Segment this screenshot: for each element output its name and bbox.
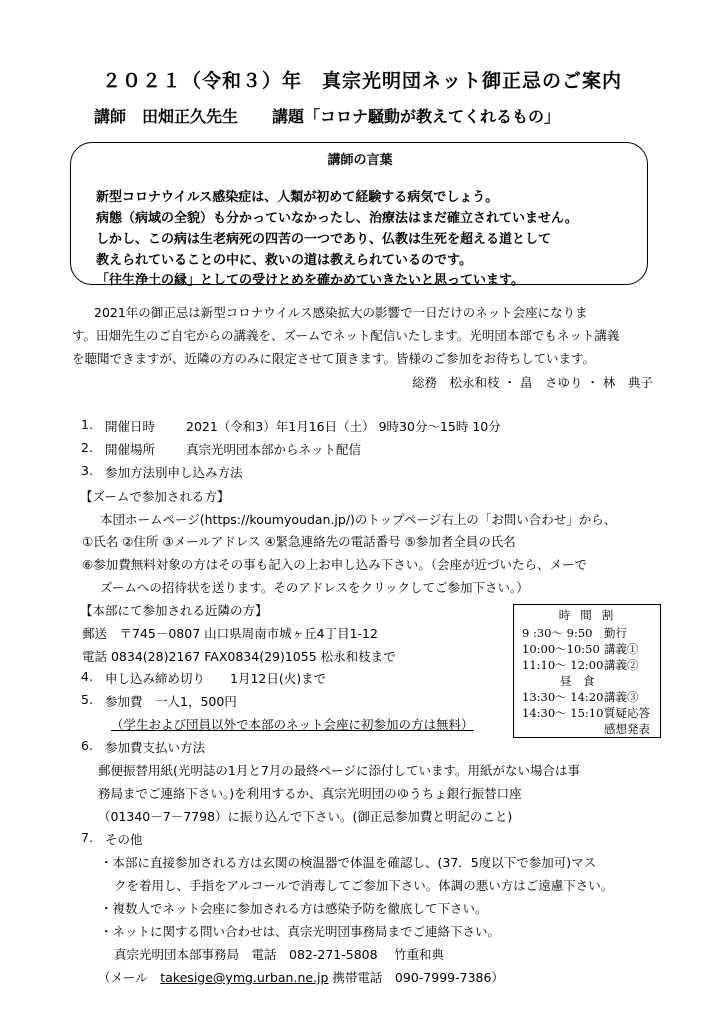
schedule-row (522, 657, 639, 673)
schedule-event: 昼 食 (560, 674, 595, 688)
schedule-box (513, 604, 661, 738)
intro-line: を聴聞できますが、近隣の方のみに限定させて頂きます。皆様のご参加をお待ちしています。 (72, 351, 596, 366)
item-number: 1. (81, 417, 93, 432)
item-number: 6. (81, 738, 93, 753)
schedule-event: 質疑応答 (604, 706, 650, 720)
schedule-row-lunch (560, 673, 595, 689)
message-line: 病態（病域の全貌）も分かっていなかったし、治療法はまだ確立されていません。 (96, 211, 578, 226)
schedule-time: 13:30～ 14:20 (522, 690, 604, 704)
message-line: しかし、この病は生老病死の四苦の一つであり、仏教は生死を超える道として (96, 232, 552, 247)
zoom-line: ズームへの招待状を送ります。そのアドレスをクリックしてご参加下さい。） (100, 580, 529, 595)
message-line: 「往生浄土の縁」としての受けとめを確かめていきたいと思っています。 (96, 273, 524, 288)
schedule-row (604, 721, 650, 737)
schedule-event: 勤行 (604, 626, 627, 640)
item-deadline: 申し込み締め切り 1月12日(火)まで (105, 671, 327, 686)
zoom-line: ⑥参加費無料対象の方はその事も記入の上お申し込み下さい。（会座が近づいたら、メーで (82, 557, 587, 572)
item-number: 2. (81, 440, 93, 455)
message-line: 教えられていることの中に、救いの道は教えられているのです。 (96, 253, 472, 268)
schedule-time: 10:00～10:50 (522, 642, 600, 656)
schedule-row (522, 689, 639, 705)
intro-signature: 総務 松永和枝 ・ 畠 さゆり ・ 林 典子 (412, 375, 653, 390)
contact-office: 真宗光明団本部事務局 電話 082-271-5808 竹重和典 (114, 947, 445, 962)
schedule-row (522, 625, 627, 641)
other-line: ・本部に直接参加される方は玄関の検温器で体温を確認し、(37．5度以下で参加可)マス (100, 855, 597, 870)
schedule-heading: 時間割 (558, 608, 624, 622)
zoom-line: ①氏名 ②住所 ③メールアドレス ④緊急連絡先の電話番号 ⑤参加者全員の氏名 (82, 534, 516, 549)
item-value-venue: 真宗光明団本部からネット配信 (186, 442, 362, 457)
item-fee-note: （学生および団員以外で本部のネット会座に初参加の方は無料） (111, 717, 474, 732)
contact-mail-prefix: （メール (98, 970, 161, 985)
item-value-date: 2021（令和3）年1月16日（土） 9時30分～15時 10分 (186, 419, 501, 434)
message-line: 新型コロナウイルス感染症は、人類が初めて経験する病気でしょう。 (96, 190, 499, 205)
intro-line: 2021年の御正忌は新型コロナウイルス感染拡大の影響で一日だけのネット会座になりま (94, 305, 588, 320)
local-heading: 【本部にて参加される近隣の方】 (80, 603, 268, 618)
item-number: 4. (81, 669, 93, 684)
schedule-time: 9 :30～ 9:50 (522, 626, 593, 640)
contact-mobile: 携帯電話 090-7999-7386） (328, 970, 504, 985)
schedule-event: 講義① (604, 642, 639, 656)
payment-line: （01340－7－7798）に振り込んで下さい。(御正忌参加費と明記のこと) (98, 809, 513, 824)
schedule-time: 14:30～ 15:10 (522, 706, 604, 720)
item-label-payment: 参加費支払い方法 (105, 740, 206, 755)
page-title: ２０２１（令和３）年 真宗光明団ネット御正忌のご案内 (101, 70, 622, 92)
message-heading: 講師の言葉 (327, 153, 393, 168)
schedule-row (522, 641, 639, 657)
other-line: ・ネットに関する問い合わせは、真宗光明団事務局までご連絡下さい。 (100, 924, 501, 939)
item-number: 7. (81, 830, 93, 845)
local-phone: 電話 0834(28)2167 FAX0834(29)1055 松永和枝まで (82, 649, 396, 664)
schedule-event: 講義③ (604, 690, 639, 704)
other-line: クを着用し、手指をアルコールで消毒してご参加下さい。体調の悪い方はご遠慮下さい。 (114, 878, 614, 893)
schedule-event: 感想発表 (604, 722, 650, 736)
lecturer-name: 講師 田畑正久先生 (94, 107, 239, 126)
schedule-event: 講義② (604, 658, 639, 672)
intro-line: す。田畑先生のご自宅からの講義を、ズームでネット配信いたします。光明団本部でもネット講義 (72, 328, 620, 343)
schedule-time: 11:10～ 12:00 (522, 658, 604, 672)
lecture-topic: 講題「コロナ騒動が教えてくれるもの」 (272, 107, 561, 126)
lecture-subtitle (94, 104, 560, 127)
item-number: 5. (81, 692, 93, 707)
item-label-method: 参加方法別申し込み方法 (105, 465, 243, 480)
item-label-other: その他 (105, 832, 143, 847)
item-fee: 参加費 一人1，500円 (105, 694, 237, 709)
contact-mail-line (98, 968, 504, 986)
item-label-venue: 開催場所 (105, 442, 156, 457)
other-line: ・複数人でネット会座に参加される方は感染予防を徹底して下さい。 (100, 901, 488, 916)
contact-email-link[interactable]: takesige@ymg.urban.ne.jp (160, 970, 329, 985)
local-post-address: 郵送 〒745－0807 山口県周南市城ヶ丘4丁目1-12 (82, 626, 378, 641)
zoom-line: 本団ホームページ(https://koumyoudan.jp/)のトップページ右上の「お問い合わせ」から、 (100, 512, 617, 527)
schedule-row (522, 705, 650, 721)
payment-line: 務局までご連絡下さい。)を利用するか、真宗光明団のゆうちょ銀行振替口座 (98, 786, 522, 801)
lecturer-message-box (70, 142, 648, 288)
payment-line: 郵便振替用紙(光明誌の1月と7月の最終ページに添付しています。用紙がない場合は事 (98, 763, 581, 778)
zoom-heading: 【ズームで参加される方】 (80, 489, 230, 504)
item-label-date: 開催日時 (105, 419, 156, 434)
item-number: 3. (81, 463, 93, 478)
